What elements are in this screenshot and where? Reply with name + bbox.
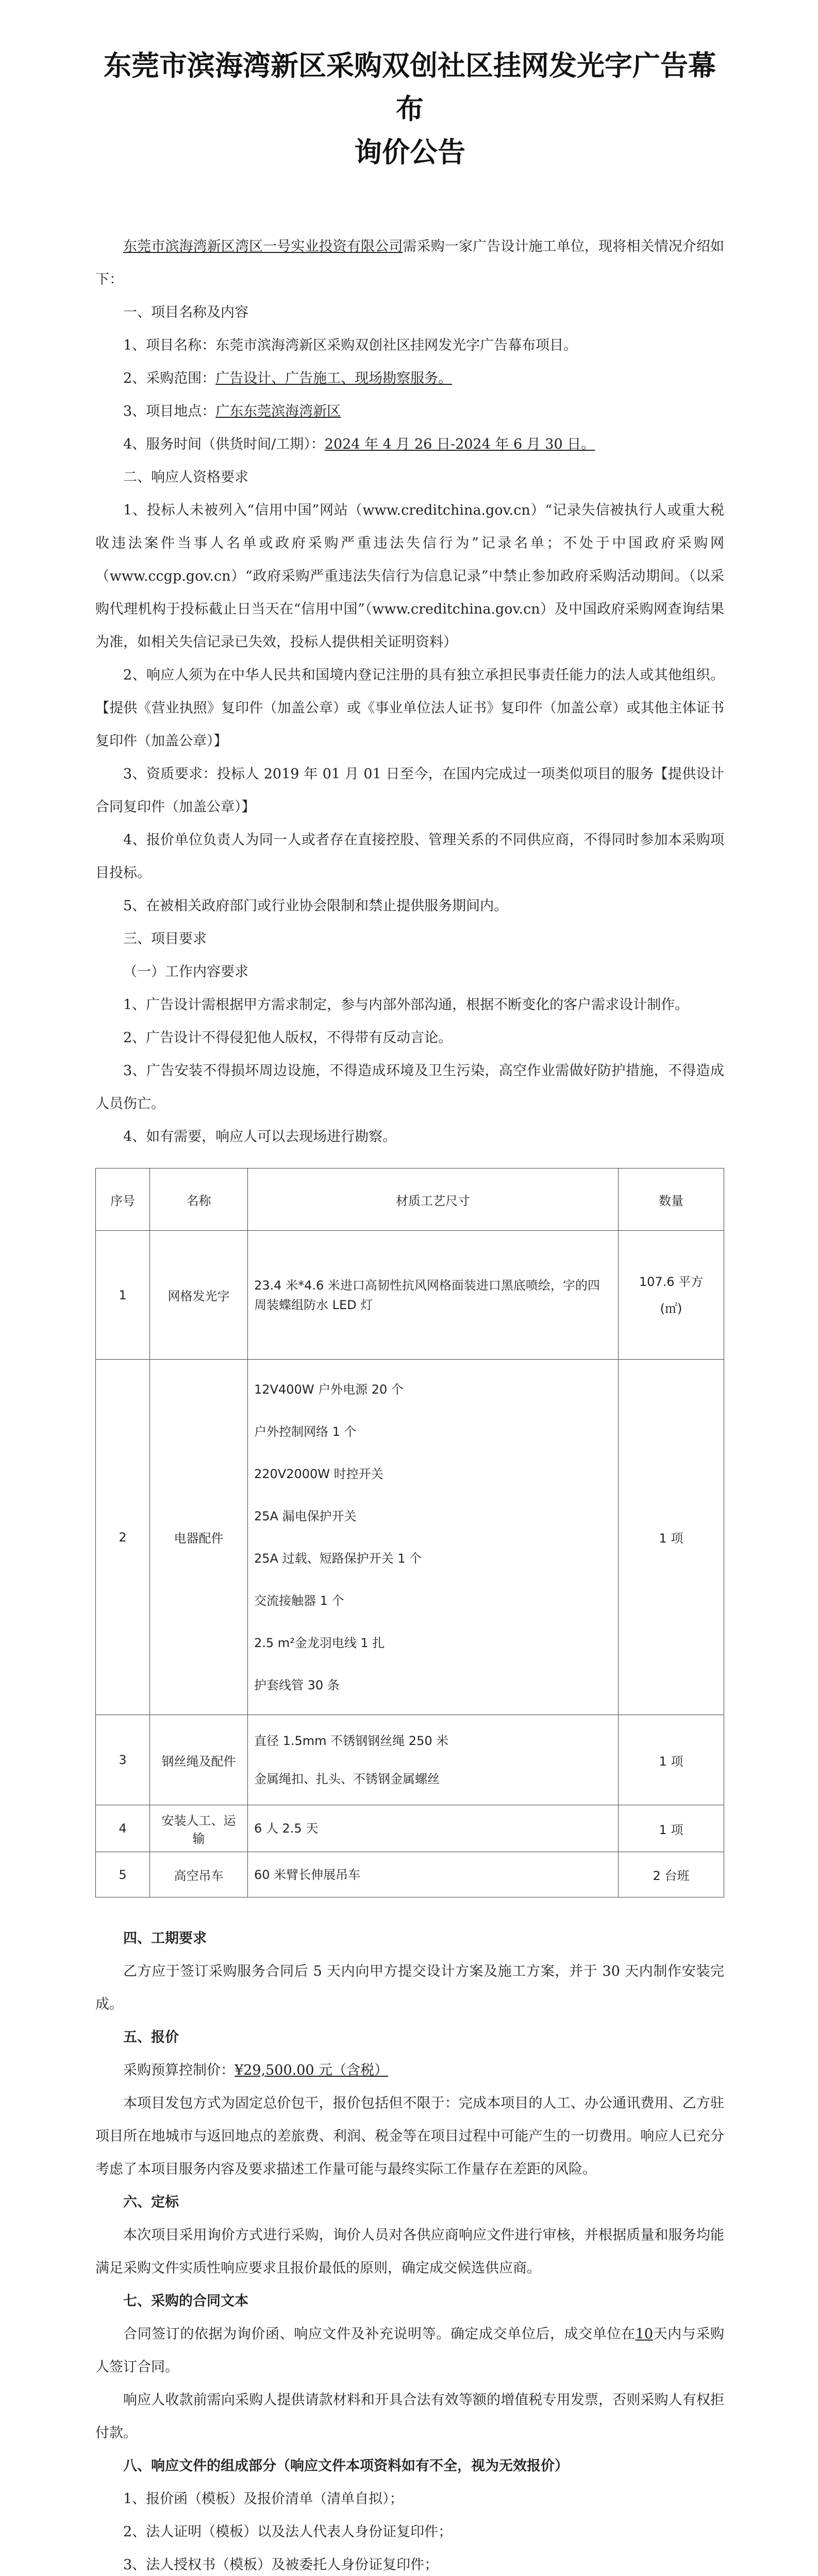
section-1-title: 一、项目名称及内容 [123,304,248,320]
s3-para-3: 3、广告安装不得损坏周边设施，不得造成环境及卫生污染，高空作业需做好防护措施，不得造成人员伤亡。 [95,1063,724,1112]
section-3-title: 三、项目要求 [123,931,207,947]
row-spec [248,1360,619,1715]
s7-para-1 [95,2318,724,2384]
s5-para: 本项目发包方式为固定总价包干，报价包括但不限于：完成本项目的人工、办公通讯费用、乙方驻项目所在地城市与返回地点的差旅费、利润、税金等在项目过程中可能产生的一切费用。响应人已充分考虑了本项目服务内容及要求描述工作量可能与最终实际工作量存在差距的风险。 [95,2095,724,2177]
section-5-title: 五、报价 [123,2029,179,2045]
s8-item-2: 2、法人证明（模板）以及法人代表人身份证复印件； [123,2524,453,2540]
row-name: 钢丝绳及配件 [150,1715,248,1805]
s3-para-4: 4、如有需要，响应人可以去现场进行勘察。 [123,1129,397,1145]
row-spec [248,1715,619,1805]
row-no: 2 [96,1360,150,1715]
row-spec [248,1805,619,1852]
row-name: 网格发光字 [150,1231,248,1360]
table-row [96,1852,724,1897]
s1-item-2 [95,362,724,395]
s1-item-4-label: 4、服务时间（供货时间/工期）： [123,436,325,452]
qty-line: (㎡) [660,1301,682,1316]
s8-item-1: 1、报价函（模板）及报价清单（清单自拟）； [123,2491,404,2507]
row-qty: 2 台班 [619,1852,724,1897]
page-title [95,44,724,174]
spec-line: 护套线管 30 条 [254,1677,340,1692]
header-name: 名称 [150,1168,248,1231]
spec-line: 直径 1.5mm 不锈钢钢丝绳 250 米 [254,1734,449,1748]
s1-item-3-value: 广东东莞滨海湾新区 [215,403,341,419]
row-no: 3 [96,1715,150,1805]
title-line-2: 询价公告 [354,135,465,168]
row-qty: 1 项 [619,1360,724,1715]
contract-days: 10 [635,2326,653,2342]
spec-line: 交流接触器 1 个 [254,1593,344,1608]
s1-item-4 [95,428,724,461]
intro-paragraph [95,230,724,296]
s1-item-2-label: 2、采购范围： [123,370,216,386]
s3-para-1: 1、广告设计需根据甲方需求制定，参与内部外部沟通，根据不断变化的客户需求设计制作。 [123,997,689,1013]
spec-line: 金属绳扣、扎头、不锈钢金属螺丝 [254,1772,440,1786]
row-qty: 1 项 [619,1715,724,1805]
s2-para-5: 5、在被相关政府部门或行业协会限制和禁止提供服务期间内。 [123,898,508,914]
table-row [96,1231,724,1360]
s1-item-4-value: 2024 年 4 月 26 日-2024 年 6 月 30 日。 [324,436,595,452]
spec-line: 220V2000W 时控开关 [254,1466,383,1481]
spec-line: 23.4 米*4.6 米进口高韧性抗风网格面装进口黑底喷绘，字的四周装蝶组防水 LED 灯 [254,1278,600,1312]
header-qty: 数量 [619,1168,724,1231]
s1-item-2-value: 广告设计、广告施工、现场勘察服务。 [215,370,453,386]
announcement-page [95,44,724,2576]
row-qty [619,1231,724,1360]
s2-para-2: 2、响应人须为在中华人民共和国境内登记注册的具有独立承担民事责任能力的法人或其他组织。【提供《营业执照》复印件（加盖公章）或《事业单位法人证书》复印件（加盖公章）或其他主体证书复印件（加盖公章）】 [95,667,724,749]
row-qty: 1 项 [619,1805,724,1852]
intro-text: 需采购一家广告设计施工单位，现将相关情况介绍如下： [95,239,725,287]
table-header-row [96,1168,724,1231]
s6-para: 本次项目采用询价方式进行采购，询价人员对各供应商响应文件进行审核，并根据质量和服务均能满足采购文件实质性响应要求且报价最低的原则，确定成交候选供应商。 [95,2227,724,2276]
table-row [96,1805,724,1852]
s2-para-3: 3、资质要求：投标人 2019 年 01 月 01 日至今，在国内完成过一项类似项目的服务【提供设计合同复印件（加盖公章）】 [95,766,724,815]
budget-label: 采购预算控制价： [123,2062,235,2078]
row-spec [248,1852,619,1897]
s2-para-4: 4、报价单位负责人为同一人或者存在直接控股、管理关系的不同供应商，不得同时参加本采购项目投标。 [95,832,724,881]
s7-para-1-end: 天内与采购人签订合同。 [95,2326,725,2375]
table-row [96,1715,724,1805]
row-name: 电器配件 [150,1360,248,1715]
spec-line: 25A 漏电保护开关 [254,1509,357,1523]
budget-value: ¥29,500.00 元（含税） [235,2062,389,2078]
s4-para: 乙方应于签订采购服务合同后 5 天内向甲方提交设计方案及施工方案，并于 30 天内制作安装完成。 [95,1963,724,2012]
s7-para-1-start: 合同签订的依据为询价函、响应文件及补充说明等。确定成交单位后，成交单位在 [123,2326,636,2342]
spec-line: 25A 过载、短路保护开关 1 个 [254,1551,422,1566]
spec-line: 2.5 m²金龙羽电线 1 扎 [254,1635,385,1650]
s3-para-2: 2、广告设计不得侵犯他人版权，不得带有反动言论。 [123,1030,453,1046]
row-name: 高空吊车 [150,1852,248,1897]
header-spec: 材质工艺尺寸 [248,1168,619,1231]
spec-line: 12V400W 户外电源 20 个 [254,1382,404,1397]
section-8-title: 八、响应文件的组成部分（响应文件本项资料如有不全，视为无效报价） [123,2458,569,2474]
s2-para-1: 1、投标人未被列入“信用中国”网站（www.creditchina.gov.cn）“记录失信被执行人或重大税收违法案件当事人名单或政府采购严重违法失信行为”记录名单；不处于中国政府采购网（www.ccgp.gov.cn）“政府采购严重违法失信行为信息记录”中禁止参加政府采购活动期间。（以采购代理机构于投标截止日当天在“信用中国”（www.creditchina.gov.cn）及中国政府采购网查询结果为准，如相关失信记录已失效，投标人提供相关证明资料） [95,502,724,650]
items-table [95,1168,724,1897]
row-no: 4 [96,1805,150,1852]
s3-subtitle: （一）工作内容要求 [123,964,248,980]
section-4-title: 四、工期要求 [123,1930,207,1946]
s7-para-2: 响应人收款前需向采购人提供请款材料和开具合法有效等额的增值税专用发票，否则采购人有权拒付款。 [95,2392,724,2441]
s1-item-3-label: 3、项目地点： [123,403,216,419]
qty-line: 107.6 平方 [639,1274,704,1289]
header-no: 序号 [96,1168,150,1231]
section-2-title: 二、响应人资格要求 [123,469,248,485]
s1-item-3 [95,395,724,428]
spec-line: 6 人 2.5 天 [254,1821,319,1836]
table-row [96,1360,724,1715]
title-line-1: 东莞市滨海湾新区采购双创社区挂网发光字广告幕布 [104,49,716,125]
row-no: 5 [96,1852,150,1897]
spec-line: 60 米臂长伸展吊车 [254,1867,361,1882]
row-spec [248,1231,619,1360]
spec-line: 户外控制网络 1 个 [254,1424,357,1439]
s5-budget [95,2054,724,2087]
row-no: 1 [96,1231,150,1360]
s1-item-1: 1、项目名称：东莞市滨海湾新区采购双创社区挂网发光字广告幕布项目。 [123,337,578,353]
intro-company: 东莞市滨海湾新区湾区一号实业投资有限公司 [123,239,403,255]
row-name: 安装人工、运输 [150,1805,248,1852]
section-7-title: 七、采购的合同文本 [123,2293,248,2309]
s8-item-3: 3、法人授权书（模板）及被委托人身份证复印件； [123,2557,439,2573]
section-6-title: 六、定标 [123,2194,179,2210]
